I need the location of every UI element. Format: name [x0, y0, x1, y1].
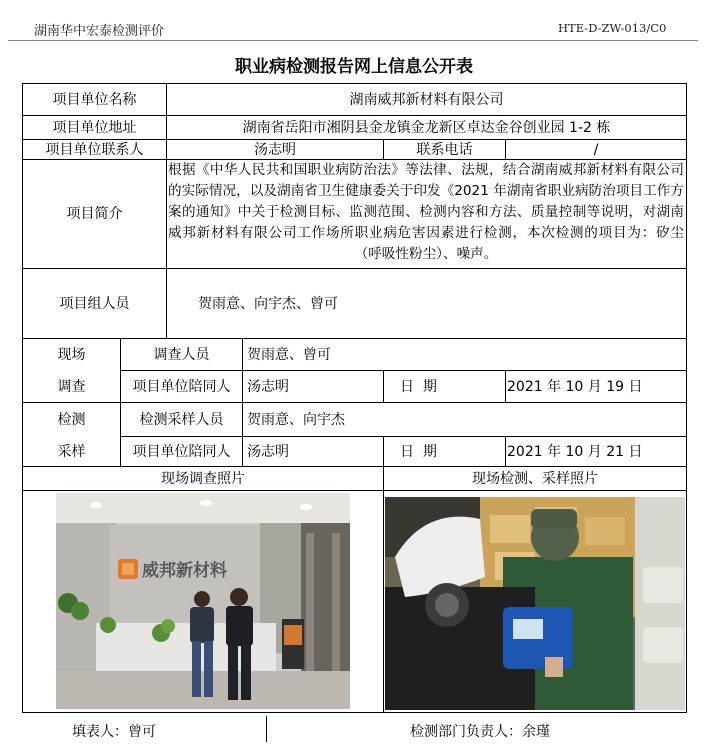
- sampling-escort-label: 项目单位陪同人: [132, 443, 231, 460]
- sampling-label-line1: 检测: [57, 411, 86, 428]
- header-divider: [8, 40, 698, 41]
- survey-photo: [56, 493, 350, 709]
- unit-name-value: 湖南威邦新材料有限公司: [349, 91, 504, 108]
- survey-escort-value: 汤志明: [247, 378, 289, 395]
- sampling-photo: [385, 497, 685, 710]
- sampling-photo-title: 现场检测、采样照片: [472, 470, 598, 487]
- samplers-value: 贺雨意、向宇杰: [247, 411, 345, 428]
- survey-label-line2: 调查: [57, 378, 86, 395]
- unit-address-label: 项目单位地址: [52, 119, 137, 136]
- survey-label-line1: 现场: [57, 347, 86, 363]
- footer-filler: 填表人：曾可: [72, 724, 156, 740]
- header-company: 湖南华中宏泰检测评价: [34, 24, 165, 39]
- survey-date-value: 2021 年 10 月 19 日: [507, 378, 643, 395]
- intro-label: 项目简介: [66, 206, 123, 222]
- unit-name-label: 项目单位名称: [52, 91, 137, 108]
- footer-head: 检测部门负责人：余瑾: [410, 724, 550, 740]
- survey-photo-title: 现场调查照片: [161, 470, 245, 487]
- sampling-label-line2: 采样: [57, 443, 86, 460]
- page-title: 职业病检测报告网上信息公开表: [235, 57, 473, 77]
- team-value: 贺雨意、向宇杰、曾可: [198, 295, 338, 312]
- samplers-label: 检测采样人员: [139, 411, 224, 428]
- sampling-date-label: 日 期: [400, 443, 437, 460]
- phone-label: 联系电话: [416, 141, 473, 158]
- investigators-label: 调查人员: [153, 346, 210, 363]
- phone-value: /: [593, 141, 599, 158]
- intro-text: 根据《中华人民共和国职业病防治法》等法律、法规，结合湖南威邦新材料有限公司的实际情况，以及湖南省卫生健康委关于印发《2021 年湖南省职业病防治项目工作方案的通知》中关于检测目标、监测范围、检测内容和方法、质量控制等说明，对湖南威邦新材料有限公司工作场所职业病危害因素进行检测，本次检测的项目为：矽尘（呼吸性粉尘）、噪声。: [168, 162, 684, 262]
- survey-date-label: 日 期: [400, 378, 437, 395]
- unit-address-value: 湖南省岳阳市湘阴县金龙镇金龙新区卓达金谷创业园 1-2 栋: [242, 119, 611, 136]
- survey-escort-label: 项目单位陪同人: [132, 378, 231, 395]
- header-doc-code: HTE-D-ZW-013/C0: [558, 21, 667, 35]
- team-label: 项目组人员: [59, 295, 130, 312]
- sampling-escort-value: 汤志明: [247, 443, 289, 460]
- investigators-value: 贺雨意、曾可: [247, 346, 331, 363]
- contact-label: 项目单位联系人: [45, 141, 144, 158]
- footer-divider: [266, 716, 267, 742]
- sampling-date-value: 2021 年 10 月 21 日: [507, 443, 643, 460]
- contact-value: 汤志明: [254, 141, 296, 158]
- wall-sign: 威邦新材料: [142, 561, 227, 581]
